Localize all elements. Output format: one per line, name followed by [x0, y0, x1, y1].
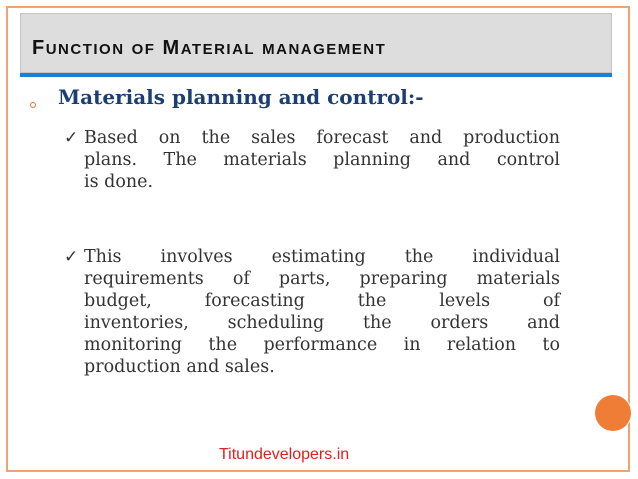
title-word-4: MANAGEMENT [262, 41, 387, 58]
decorative-orange-circle [595, 395, 631, 431]
title-cap-3: M [162, 37, 181, 59]
bullet-1-line: Based on the sales forecast and production [84, 128, 560, 148]
title-word-2: OF [131, 41, 156, 58]
bullet-2-line: monitoring the performance in relation to [84, 335, 560, 355]
title-accent-stripe [20, 73, 612, 77]
bullet-2-line: budget, forecasting the levels of [84, 291, 560, 311]
section-heading: Materials planning and control:- [58, 85, 424, 109]
bullet-2-line: production and sales. [84, 357, 275, 377]
slide-title [32, 37, 386, 60]
bullet-1-line: plans. The materials planning and control [84, 150, 560, 170]
title-word-3: ATERIAL [180, 41, 256, 58]
check-icon: ✓ [64, 128, 79, 148]
bullet-2-line: requirements of parts, preparing materials [84, 269, 560, 289]
title-word-1: UNCTION [45, 41, 125, 58]
footer-watermark: Titundevelopers.in [219, 446, 350, 463]
bullet-point-2 [84, 246, 560, 378]
title-cap-1: F [32, 37, 46, 59]
bullet-point-1 [84, 127, 560, 193]
circle-bullet-icon [30, 102, 36, 108]
bullet-2-line: inventories, scheduling the orders and [84, 313, 560, 333]
bullet-1-line: is done. [84, 172, 154, 192]
bullet-2-line: This involves estimating the individual [84, 247, 560, 267]
check-icon: ✓ [64, 247, 79, 267]
